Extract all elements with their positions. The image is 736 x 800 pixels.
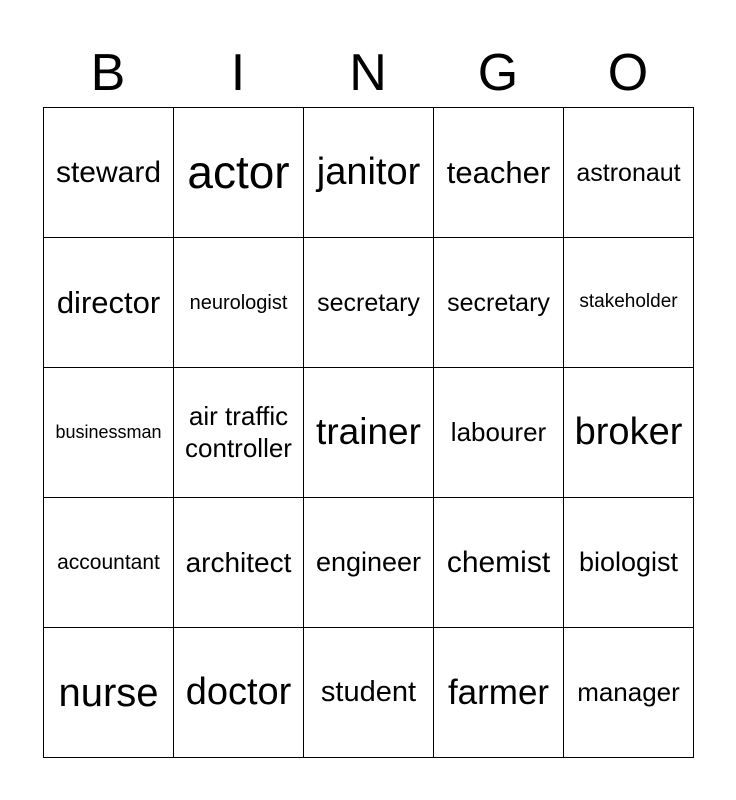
bingo-cell[interactable]: manager <box>564 628 694 758</box>
card-row <box>44 238 694 368</box>
bingo-cell[interactable]: secretary <box>304 238 434 368</box>
card-row <box>44 498 694 628</box>
bingo-cell[interactable]: engineer <box>304 498 434 628</box>
bingo-cell[interactable]: broker <box>564 368 694 498</box>
bingo-header <box>43 40 693 106</box>
bingo-cell[interactable]: air traffic controller <box>174 368 304 498</box>
bingo-cell[interactable]: architect <box>174 498 304 628</box>
bingo-cell[interactable]: neurologist <box>174 238 304 368</box>
bingo-cell[interactable]: accountant <box>44 498 174 628</box>
bingo-cell[interactable]: student <box>304 628 434 758</box>
card-row <box>44 628 694 758</box>
bingo-cell[interactable]: doctor <box>174 628 304 758</box>
bingo-cell[interactable]: labourer <box>434 368 564 498</box>
header-letter-i: I <box>230 44 246 102</box>
bingo-cell[interactable]: biologist <box>564 498 694 628</box>
header-letter-n: N <box>349 44 387 102</box>
bingo-cell[interactable]: actor <box>174 108 304 238</box>
card-row <box>44 108 694 238</box>
bingo-cell[interactable]: stakeholder <box>564 238 694 368</box>
bingo-cell[interactable]: steward <box>44 108 174 238</box>
bingo-cell[interactable]: businessman <box>44 368 174 498</box>
bingo-cell[interactable]: farmer <box>434 628 564 758</box>
bingo-cell[interactable]: secretary <box>434 238 564 368</box>
card-row <box>44 368 694 498</box>
bingo-cell[interactable]: nurse <box>44 628 174 758</box>
header-letter-o: O <box>607 44 649 102</box>
bingo-cell[interactable]: astronaut <box>564 108 694 238</box>
bingo-cell[interactable]: chemist <box>434 498 564 628</box>
header-letter-b: B <box>90 44 126 102</box>
header-letter-g: G <box>477 44 519 102</box>
bingo-cell[interactable]: trainer <box>304 368 434 498</box>
bingo-cell[interactable]: teacher <box>434 108 564 238</box>
bingo-card <box>43 107 694 758</box>
bingo-cell[interactable]: director <box>44 238 174 368</box>
bingo-cell[interactable]: janitor <box>304 108 434 238</box>
